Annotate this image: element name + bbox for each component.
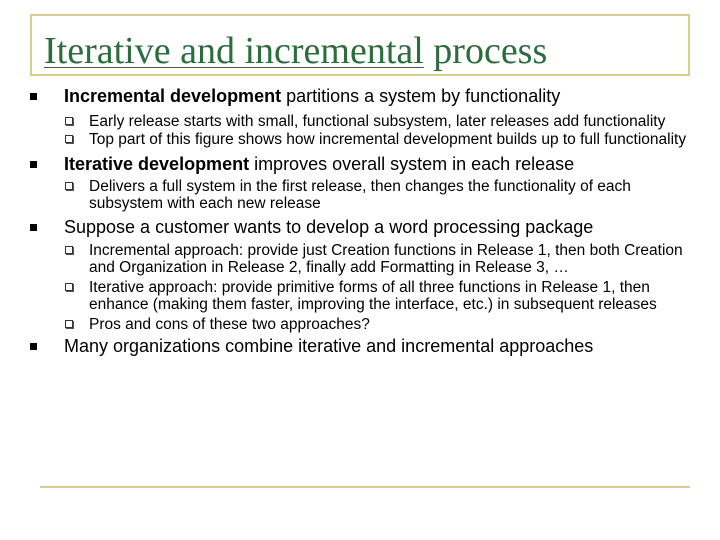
bullet-text: Many organizations combine iterative and incremental approaches [64,336,594,356]
sub-bullet [30,279,695,313]
hollow-square-bullet-icon [65,320,73,328]
slide-title [44,28,547,74]
bullet-bold-term: Incremental development [64,86,282,106]
sub-bullet-text: Early release starts with small, functional subsystem, later releases add functionality [89,113,666,130]
title-top-rule [30,14,690,16]
hollow-square-bullet-icon [65,182,73,190]
sub-bullet [30,316,695,333]
hollow-square-bullet-icon [65,246,73,254]
sub-bullet-text: Incremental approach: provide just Creation functions in Release 1, then both Creation and Organization in Release 2, finally add Formatting in Release 3, … [89,242,683,276]
title-underlined-part: Iterative and incremental [44,30,424,72]
hollow-square-bullet-icon [65,135,73,143]
bullet-incremental [30,86,695,107]
sub-bullet [30,131,695,148]
bullet-word-processing [30,217,695,238]
bullet-bold-term: Iterative development [64,154,250,174]
bullet-text: Suppose a customer wants to develop a word processing package [64,217,594,237]
sub-bullet-text: Delivers a full system in the first release, then changes the functionality of each subsystem with each new release [89,178,631,212]
bullet-combine [30,336,695,357]
hollow-square-bullet-icon [65,283,73,291]
sub-bullet [30,178,695,212]
sub-bullet-text: Top part of this figure shows how incremental development builds up to full functionality [89,131,687,148]
sub-bullet [30,242,695,276]
title-right-rule [688,14,690,76]
title-underline-rule [30,74,690,76]
bullet-text: improves overall system in each release [249,154,575,174]
square-bullet-icon [30,224,37,231]
slide-body [30,84,695,357]
bullet-iterative [30,154,695,175]
square-bullet-icon [30,161,37,168]
sub-bullet-text: Pros and cons of these two approaches? [89,316,370,333]
title-rest: process [423,30,548,72]
sub-bullet-text: Iterative approach: provide primitive forms of all three functions in Release 1, then enhance (making them faster, improving the interface, etc.) in subsequent releases [89,279,657,313]
bullet-text: partitions a system by functionality [281,86,561,106]
bottom-rule [40,486,690,488]
sub-bullet [30,113,695,130]
hollow-square-bullet-icon [65,117,73,125]
title-left-rule [30,14,32,76]
square-bullet-icon [30,93,37,100]
square-bullet-icon [30,343,37,350]
